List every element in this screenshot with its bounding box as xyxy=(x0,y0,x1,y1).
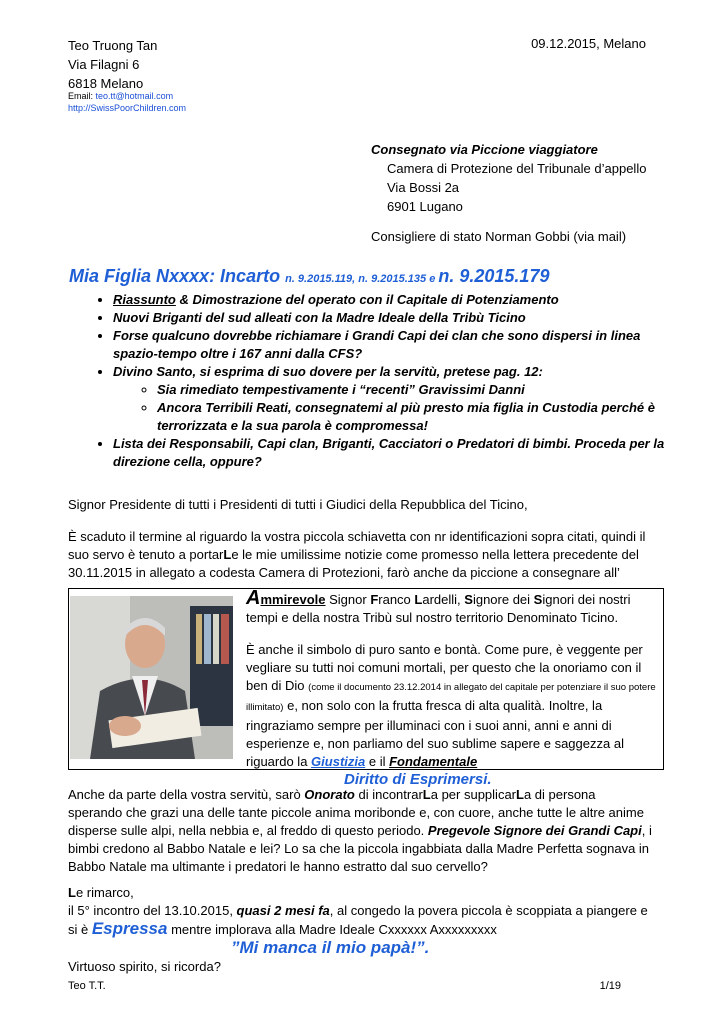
list-item xyxy=(113,363,669,435)
email-label: Email: xyxy=(68,91,96,101)
subject-title: Mia Figlia Nxxxx xyxy=(69,266,210,286)
text: il 5° incontro del 13.10.2015, xyxy=(68,903,237,918)
text-bold: L xyxy=(68,885,76,900)
box-paragraph-2 xyxy=(246,641,658,771)
text-emphasis: Onorato xyxy=(304,787,355,802)
text: Signor xyxy=(325,592,371,607)
text: ranco xyxy=(378,592,415,607)
bullet-underlined: Riassunto xyxy=(113,292,176,307)
quote xyxy=(68,939,653,958)
drop-letter: A xyxy=(246,587,261,609)
sender-street: Via Filagni 6 xyxy=(68,57,140,72)
box-text xyxy=(246,589,658,789)
text: a di persona sperando che grazi una delle tante piccole anima moribonde e, con cuore, anche tutte le altre anime disperse sulle alpi, nella nebbia e, al freddo di questo periodo. xyxy=(68,787,644,838)
sender-city: 6818 Melano xyxy=(68,76,144,91)
footer-author: Teo T.T. xyxy=(68,980,106,992)
text: , i bimbi credono al Babbo Natale e lei? Lo sa che la piccola ingabbiata dalla Madre Perfetta sognava in Babbo Natale ma ultimante i predatori le hanno estratto dal suo cervello? xyxy=(68,823,652,874)
subject-bullets xyxy=(69,291,669,471)
website-link[interactable]: http://SwissPoorChildren.com xyxy=(68,103,187,113)
text-emphasis: Pregevole Signore dei Grandi Capi xyxy=(427,823,642,838)
text: e rimarco, xyxy=(75,885,134,900)
subject-block xyxy=(69,266,669,471)
text-bold: L xyxy=(422,787,431,802)
text: e, non solo con la frutta fresca di alta qualità. Inoltre, la ringraziamo sempre per illuminaci con i suoi anni, anni e anni di esperienze e, non parliamo del suo sublime sapere e saggezza al riguardo la xyxy=(246,698,624,769)
text-bold: L xyxy=(223,547,232,562)
sender-address xyxy=(68,36,157,93)
text-bold: L xyxy=(414,592,423,607)
paragraph-2 xyxy=(68,786,653,876)
text-bold: mmirevole xyxy=(260,592,326,607)
quote-text: ”Mi manca il mio papà!”. xyxy=(231,938,430,957)
text-bold: S xyxy=(533,592,543,607)
delivery-note: Consegnato via Piccione viaggiatore xyxy=(371,142,598,157)
paragraph-1 xyxy=(68,528,653,582)
recipient-line: Camera di Protezione del Tribunale d’appello xyxy=(387,161,647,176)
sub-list-item: ◦ Ancora Terribili Reati, consegnatemi al più presto mia figlia in Custodia perché è terrorizzata e la sua parola è compromessa! xyxy=(157,399,669,435)
recipient-address xyxy=(371,140,646,246)
subject-main-ref: n. 9.2015.179 xyxy=(438,266,550,286)
text: a per supplicar xyxy=(430,787,517,802)
text: Virtuoso spirito, si ricorda? xyxy=(68,959,221,974)
text: ignori dei nostri tempi e della nostra Tribù sul nostro territorio Denominato Ticino. xyxy=(246,592,631,625)
letter-date: 09.12.2015, Melano xyxy=(531,36,646,51)
text: Anche da parte della vostra servitù, sarò xyxy=(68,787,305,802)
list-item: • Lista dei Responsabili, Capi clan, Briganti, Cacciatori o Predatori di bimbi. Proceda per la direzione cella, oppure? xyxy=(113,435,669,471)
text-bold: F xyxy=(370,592,379,607)
box-paragraph-1 xyxy=(246,589,658,627)
text: È anche il simbolo di puro santo e bontà. Come pure, è veggente per vegliare su tutti noi comuni mortali, per questo che la onoriamo con il ben di Dio xyxy=(246,642,643,693)
text-bold: S xyxy=(464,592,473,607)
subject-heading xyxy=(69,266,669,287)
list-item: • Forse qualcuno dovrebbe richiamare i Grandi Capi dei clan che sono dispersi in linea spazio-tempo oltre i 167 anni dalla CFS? xyxy=(113,327,669,363)
subject-refs: n. 9.2015.119, n. 9.2015.135 e xyxy=(285,273,439,285)
text: mentre implorava alla Madre Ideale Cxxxxxx Axxxxxxxxx xyxy=(167,922,497,937)
list-item xyxy=(113,291,669,309)
sub-list-item: ◦ Sia rimediato tempestivamente i “recenti” Gravissimi Danni xyxy=(157,381,669,399)
text-emphasis: Giustizia xyxy=(311,754,366,769)
text: e le mie umilissime notizie come promesso nella lettera precedente del 30.11.2015 in allegato a codesta Camera di Protezioni, farò anche da piccione a consegnare all’ xyxy=(68,547,639,580)
text: ignore dei xyxy=(472,592,534,607)
text-small: (come il documento 23.12.2014 in allegato del capitale per potenziare il suo potere illimitato) xyxy=(246,682,656,713)
text-emphasis: quasi 2 mesi fa xyxy=(236,903,330,918)
recipient-line: Via Bossi 2a xyxy=(387,180,460,195)
text-emphasis: Espressa xyxy=(91,919,168,938)
sender-contact xyxy=(68,90,186,114)
page-number: 1/19 xyxy=(599,980,621,992)
salutation: Signor Presidente di tutti i Presidenti di tutti i Giudici della Repubblica del Ticino, xyxy=(68,497,528,512)
portrait-photo xyxy=(70,596,233,759)
bullet-text: Divino Santo, si esprima di suo dovere per la servitù, pretese pag. 12: xyxy=(113,364,543,379)
email-link[interactable]: teo.tt@hotmail.com xyxy=(95,91,174,101)
box-diritto: Diritto di Esprimersi. xyxy=(344,771,492,788)
paragraph-3 xyxy=(68,884,653,976)
text: ardelli, xyxy=(422,592,465,607)
text-bold: L xyxy=(516,787,524,802)
sender-name: Teo Truong Tan xyxy=(68,38,158,53)
text: e il xyxy=(365,754,390,769)
text-emphasis: Fondamentale xyxy=(389,754,478,769)
bullet-text: & Dimostrazione del operato con il Capitale di Potenziamento xyxy=(175,292,559,307)
recipient-line: 6901 Lugano xyxy=(387,199,463,214)
list-item: • Nuovi Briganti del sud alleati con la Madre Ideale della Tribù Ticino xyxy=(113,309,669,327)
text: È scaduto il termine al riguardo la vostra piccola schiavetta con nr identificazioni sopra citati, quindi il suo servo è tenuto a portar xyxy=(68,529,646,562)
subject-incarto: : Incarto xyxy=(209,266,286,286)
text: , al congedo la povera piccola è scoppiata a piangere e si è xyxy=(68,903,648,937)
cc-line: Consigliere di stato Norman Gobbi (via mail) xyxy=(371,229,627,244)
text: di incontrar xyxy=(354,787,423,802)
